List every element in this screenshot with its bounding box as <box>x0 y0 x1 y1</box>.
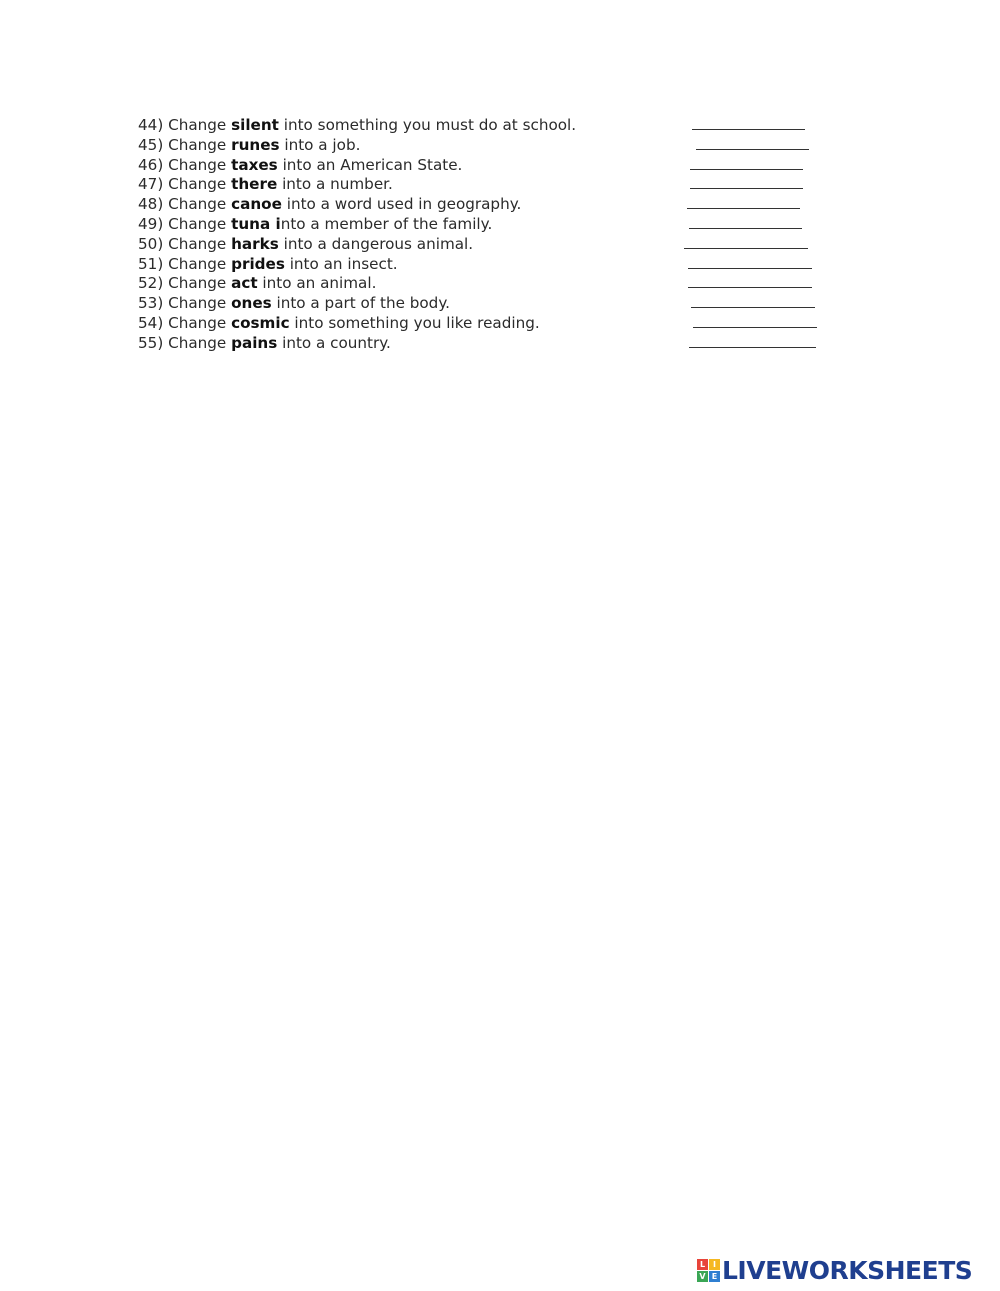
question-prefix: Change <box>168 135 227 154</box>
question-keyword: cosmic <box>231 313 290 332</box>
question-number: 52) <box>138 274 164 293</box>
live-tile: I <box>709 1259 720 1270</box>
question-row <box>138 255 838 275</box>
question-rest: into an American State. <box>282 155 463 174</box>
question-text <box>138 294 450 314</box>
answer-blank[interactable] <box>691 307 815 308</box>
answer-blank[interactable] <box>684 248 808 249</box>
question-text <box>138 274 376 294</box>
question-number: 54) <box>138 313 164 332</box>
question-text <box>138 255 398 275</box>
question-number: 55) <box>138 333 164 352</box>
answer-blank[interactable] <box>688 268 812 269</box>
question-keyword: silent <box>231 116 279 134</box>
question-prefix: Change <box>168 234 227 253</box>
question-prefix: Change <box>168 214 227 233</box>
question-keyword: tuna i <box>231 214 281 233</box>
question-prefix: Change <box>168 274 227 293</box>
question-prefix: Change <box>168 333 227 352</box>
logo-wordmark: LIVEWORKSHEETS <box>722 1255 973 1285</box>
question-number: 48) <box>138 195 164 214</box>
answer-blank[interactable] <box>688 287 812 288</box>
question-text <box>138 175 393 195</box>
question-rest: into something you like reading. <box>294 313 540 332</box>
question-number: 47) <box>138 175 164 194</box>
question-rest: into an animal. <box>262 274 377 293</box>
question-row <box>138 116 838 136</box>
answer-blank[interactable] <box>690 169 803 170</box>
question-rest: into a country. <box>282 333 391 352</box>
question-rest: into a word used in geography. <box>286 195 522 214</box>
question-rest: nto a member of the family. <box>280 214 493 233</box>
live-tile: L <box>697 1259 708 1270</box>
question-row <box>138 235 838 255</box>
question-row <box>138 334 838 354</box>
question-text <box>138 215 492 235</box>
question-text <box>138 195 521 215</box>
question-rest: into a job. <box>284 135 361 154</box>
question-keyword: harks <box>231 234 279 253</box>
question-prefix: Change <box>168 175 227 194</box>
live-tiles-icon <box>697 1259 720 1282</box>
question-text <box>138 116 576 136</box>
liveworksheets-logo <box>697 1255 972 1285</box>
question-keyword: canoe <box>231 195 282 214</box>
question-rest: into a dangerous animal. <box>283 234 474 253</box>
question-prefix: Change <box>168 254 227 273</box>
question-row <box>138 314 838 334</box>
answer-blank[interactable] <box>690 188 803 189</box>
question-text <box>138 314 540 334</box>
question-text <box>138 156 462 176</box>
question-number: 51) <box>138 254 164 273</box>
question-number: 50) <box>138 234 164 253</box>
question-keyword: runes <box>231 135 280 154</box>
question-text <box>138 334 391 354</box>
question-number: 49) <box>138 214 164 233</box>
question-keyword: taxes <box>231 155 278 174</box>
question-row <box>138 175 838 195</box>
question-text <box>138 235 473 255</box>
question-prefix: Change <box>168 313 227 332</box>
question-prefix: Change <box>168 155 227 174</box>
question-row <box>138 156 838 176</box>
question-number: 53) <box>138 294 164 313</box>
question-keyword: act <box>231 274 258 293</box>
question-prefix: Change <box>168 116 227 134</box>
answer-blank[interactable] <box>692 129 805 130</box>
question-number: 45) <box>138 135 164 154</box>
question-rest: into a number. <box>282 175 393 194</box>
question-text <box>138 136 360 156</box>
answer-blank[interactable] <box>689 228 802 229</box>
live-tile: E <box>709 1271 720 1282</box>
question-row <box>138 215 838 235</box>
question-row <box>138 294 838 314</box>
question-keyword: prides <box>231 254 285 273</box>
question-list <box>138 116 838 354</box>
question-keyword: pains <box>231 333 278 352</box>
question-rest: into a part of the body. <box>276 294 450 313</box>
answer-blank[interactable] <box>689 347 816 348</box>
question-rest: into an insect. <box>289 254 398 273</box>
question-prefix: Change <box>168 294 227 313</box>
question-keyword: ones <box>231 294 272 313</box>
answer-blank[interactable] <box>693 327 817 328</box>
question-rest: into something you must do at school. <box>283 116 577 134</box>
question-row <box>138 274 838 294</box>
answer-blank[interactable] <box>687 208 800 209</box>
question-prefix: Change <box>168 195 227 214</box>
question-number: 46) <box>138 155 164 174</box>
live-tile: V <box>697 1271 708 1282</box>
question-row <box>138 136 838 156</box>
question-row <box>138 195 838 215</box>
answer-blank[interactable] <box>696 149 809 150</box>
question-number: 44) <box>138 116 164 134</box>
question-keyword: there <box>231 175 278 194</box>
